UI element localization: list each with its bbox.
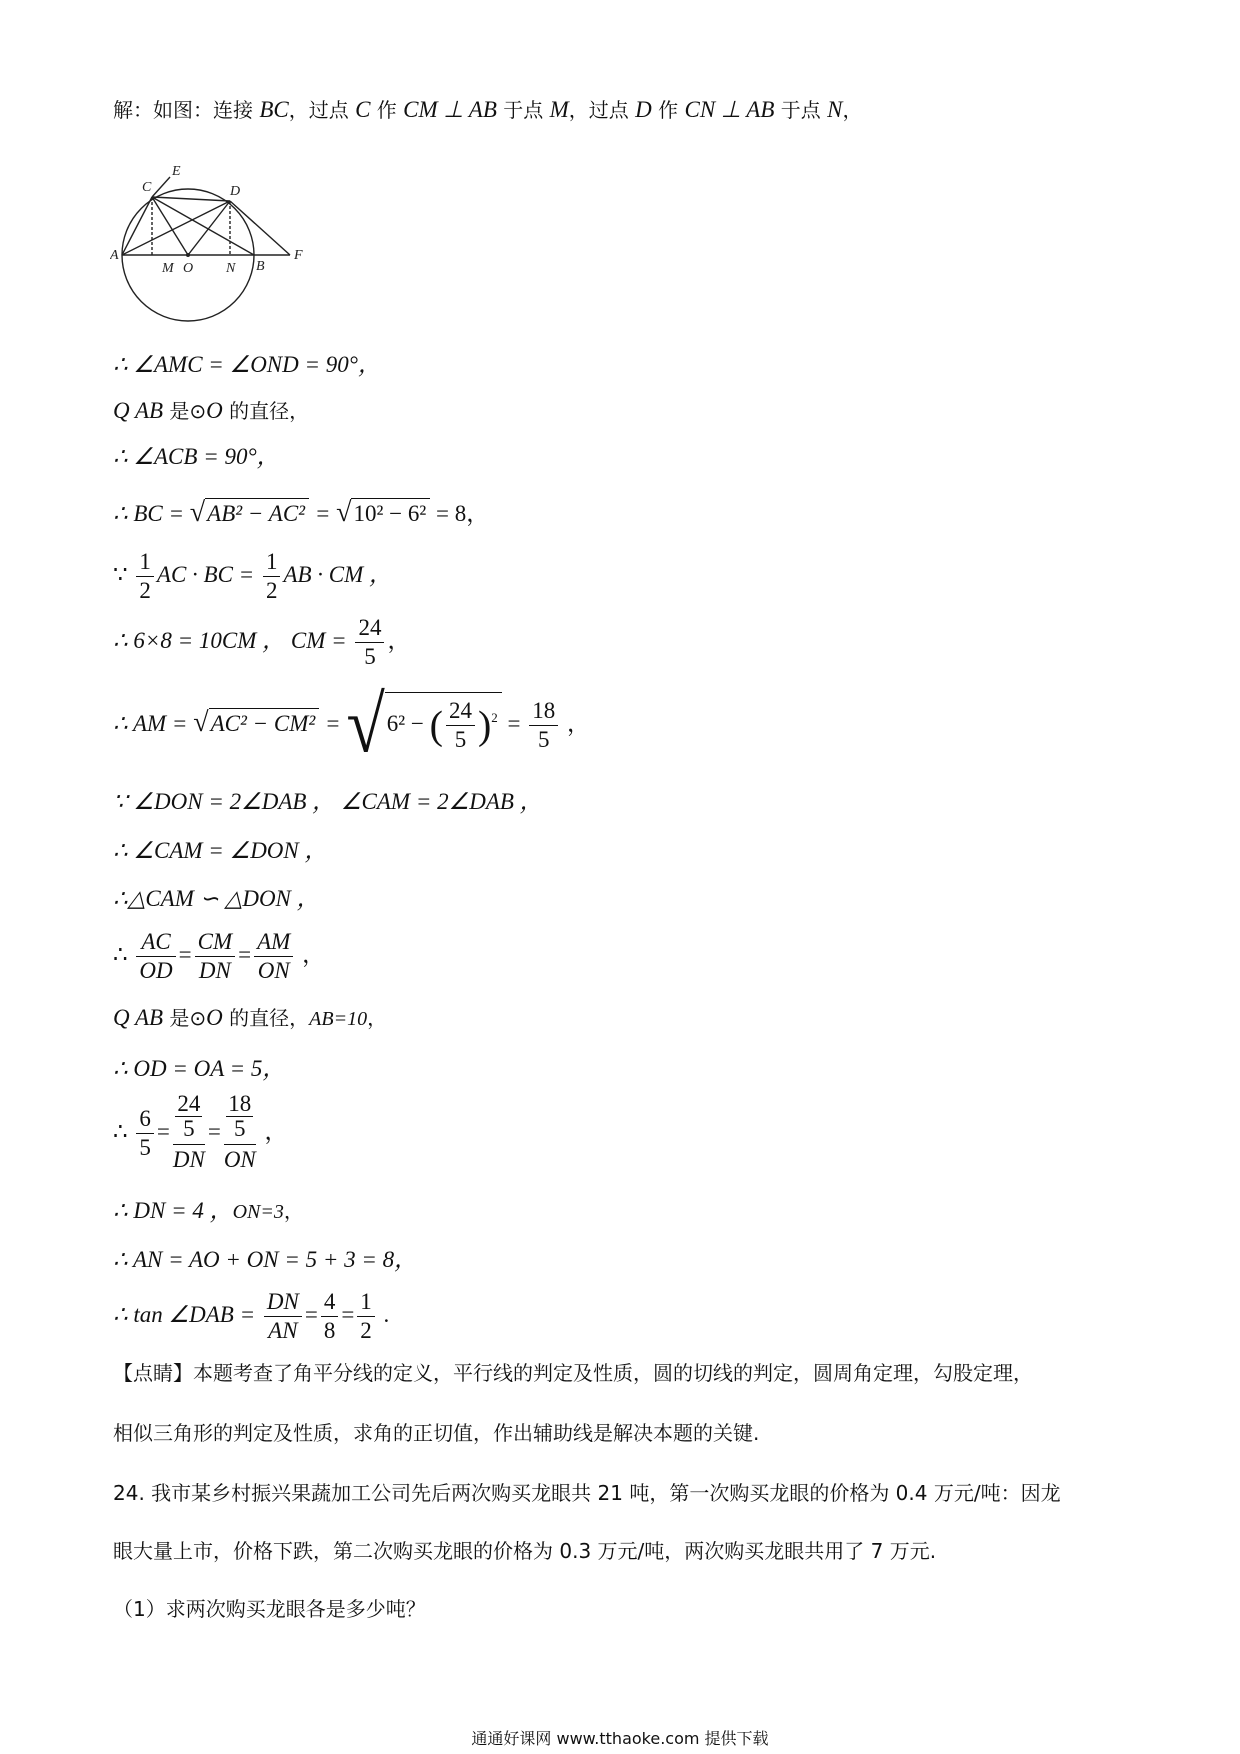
- label-o: O: [183, 261, 194, 276]
- sqrt-sign: √: [193, 706, 209, 738]
- step-13: ∴ OD = OA = 5，: [113, 1056, 286, 1081]
- math-o: O: [206, 1005, 223, 1030]
- numerator: AM: [254, 928, 293, 957]
- step-text: = 8，: [430, 501, 490, 526]
- step-text: ∴ AM =: [113, 710, 194, 736]
- step-text: AC · BC =: [156, 561, 260, 587]
- paren: ): [477, 702, 492, 748]
- denominator: 8: [323, 1318, 336, 1343]
- math-n: N: [827, 97, 843, 122]
- numerator: AC: [136, 928, 175, 957]
- numerator: 1: [136, 548, 154, 577]
- denominator: AN: [268, 1318, 298, 1343]
- numerator: 4: [321, 1288, 339, 1317]
- step-4: [113, 498, 489, 529]
- intro-text: ，: [842, 98, 863, 122]
- step-text: =: [309, 501, 337, 526]
- step-text: ∴: [113, 1118, 134, 1144]
- denominator: 2: [360, 1318, 372, 1343]
- denominator: 2: [139, 578, 151, 603]
- denominator: 5: [234, 1116, 246, 1141]
- denominator: ON: [257, 958, 290, 983]
- problem-line-1: 24. 我市某乡村振兴果蔬加工公司先后两次购买龙眼共 21 吨，第一次购买龙眼的价格为 0.4 万元/吨：因龙: [113, 1481, 1061, 1505]
- step-text: ∴: [113, 941, 134, 967]
- step-5: [113, 548, 392, 605]
- numerator: DN: [264, 1288, 302, 1317]
- denominator: 5: [183, 1116, 195, 1141]
- math-ab: Q AB: [113, 1005, 164, 1030]
- step-10: ∴△CAM ∽ △DON ，: [113, 886, 320, 911]
- math-cn-perp-ab: CN ⊥ AB: [684, 97, 775, 122]
- step-text: ∴ 6×8 = 10CM ， CM =: [113, 627, 353, 653]
- fraction: [264, 1288, 302, 1345]
- step-6: [113, 614, 410, 671]
- sqrt-sign: √: [336, 497, 352, 528]
- step-text: ∴ tan ∠DAB =: [113, 1301, 261, 1327]
- line-ad: [122, 201, 230, 255]
- fraction: [136, 548, 154, 605]
- step-17: ∴ tan ∠DAB = $\frac{DN}{AN}$ = $\frac{4}{8}$ = $\frac{1}{2}$ .: [113, 1289, 390, 1343]
- denominator: 5: [538, 727, 550, 752]
- fraction: [357, 1288, 375, 1345]
- label-b: B: [256, 259, 265, 274]
- fraction: [446, 697, 475, 754]
- label-e: E: [172, 164, 181, 179]
- step-text: =: [501, 710, 527, 736]
- fraction: [263, 548, 281, 605]
- line-cd: [152, 197, 230, 201]
- sqrt-sign: √: [346, 680, 385, 770]
- fraction: [136, 1105, 154, 1162]
- problem-question-1: （1）求两次购买龙眼各是多少吨？: [113, 1597, 426, 1621]
- step-text: ∴ DN = 4 ，: [113, 1198, 233, 1223]
- label-n: N: [226, 261, 236, 276]
- comment-line-2: 相似三角形的判定及性质，求角的正切值，作出辅助线是解决本题的关键.: [113, 1421, 760, 1445]
- denominator: 5: [364, 644, 376, 669]
- sqrt-content: AC² − CM²: [209, 708, 320, 739]
- math-c: C: [355, 97, 371, 122]
- center-dot: [186, 253, 190, 257]
- step-text: 是⊙: [163, 1006, 207, 1030]
- step-text: AB · CM ，: [283, 561, 393, 587]
- numerator: 1: [263, 548, 281, 577]
- step-text: ∵: [113, 561, 134, 587]
- line-od: [188, 201, 230, 255]
- denominator: 2: [265, 578, 278, 603]
- line-cb: [152, 197, 254, 255]
- numerator: 1: [357, 1288, 375, 1317]
- line-co: [152, 197, 188, 255]
- step-text: ，: [283, 1199, 304, 1223]
- fraction: [529, 697, 558, 754]
- intro-text: ，过点: [288, 98, 356, 122]
- fraction: [195, 928, 236, 985]
- math-m: M: [549, 97, 569, 122]
- step-9: ∴ ∠CAM = ∠DON ，: [113, 838, 328, 863]
- denominator: DN: [198, 958, 231, 983]
- step-7: [113, 680, 590, 770]
- step-11: ∴ $\frac{AC}{OD}$ = $\frac{CM}{DN}$ = $\frac{AM}{ON}$ ，: [113, 929, 326, 983]
- problem-line-2: 眼大量上市，价格下跌，第二次购买龙眼的价格为 0.3 万元/吨，两次购买龙眼共用了 7 万元.: [113, 1539, 937, 1563]
- sqrt-sign: √: [189, 497, 206, 528]
- comment-line-1: 【点睛】本题考查了角平分线的定义，平行线的判定及性质，圆的切线的判定，圆周角定理，勾股定理，: [113, 1361, 1033, 1385]
- step-text: ，: [387, 627, 411, 653]
- sqrt-content: 10² − 6²: [351, 498, 430, 529]
- step-16: ∴ AN = AO + ON = 5 + 3 = 8，: [113, 1247, 418, 1272]
- intro-line: [113, 95, 862, 125]
- label-m: M: [162, 261, 174, 276]
- math-d: D: [635, 97, 652, 122]
- numerator: 18: [228, 1091, 252, 1116]
- page-footer: 通通好课网 www.tthaoke.com 提供下载: [471, 1729, 769, 1748]
- denominator: 5: [454, 727, 467, 752]
- numerator: 24: [355, 614, 384, 643]
- sqrt-content: AB² − AC²: [205, 498, 309, 529]
- intro-text: 作: [370, 98, 404, 122]
- step-text: ∴ BC =: [113, 501, 190, 526]
- nested-fraction: [173, 1092, 205, 1175]
- step-8: ∵ ∠DON = 2∠DAB ， ∠CAM = 2∠DAB ，: [113, 789, 543, 814]
- step-text: =: [319, 710, 347, 736]
- math-bc: BC: [259, 97, 289, 122]
- step-text: ，: [561, 710, 590, 736]
- label-a: A: [110, 248, 119, 263]
- step-text: ，: [367, 1006, 388, 1030]
- step-15: [113, 1196, 304, 1227]
- intro-text: ，过点: [568, 98, 636, 122]
- math-o: O: [206, 398, 223, 423]
- intro-text: 解：如图：连接: [113, 98, 260, 122]
- denominator: ON: [223, 1147, 256, 1172]
- math-on-3: ON=3: [232, 1201, 284, 1223]
- line-ce: [152, 177, 170, 197]
- fraction: [136, 928, 175, 985]
- numerator: 18: [529, 697, 558, 726]
- numerator: 6: [136, 1105, 154, 1134]
- denominator: 5: [139, 1135, 151, 1160]
- numerator: CM: [195, 928, 236, 957]
- step-text: 的直径，: [222, 1006, 310, 1030]
- step-text: 是⊙: [163, 399, 207, 423]
- step-text: 的直径，: [222, 399, 310, 423]
- geometry-figure: [110, 155, 310, 325]
- label-c: C: [142, 180, 152, 195]
- denominator: OD: [139, 958, 173, 983]
- step-text: ，: [296, 941, 326, 967]
- label-f: F: [294, 248, 303, 263]
- math-ab-10: AB=10: [309, 1008, 368, 1030]
- denominator: DN: [172, 1147, 205, 1172]
- step-text: 6² −: [386, 710, 430, 736]
- fraction: [321, 1288, 339, 1345]
- intro-text: 作: [651, 98, 685, 122]
- numerator: 24: [177, 1091, 201, 1116]
- line-ac: [122, 197, 152, 255]
- fraction: [355, 614, 384, 671]
- step-text: ，: [258, 1118, 288, 1144]
- sqrt-content: 6² − ( $\frac{24}{5}$ )$^2$: [385, 692, 502, 754]
- numerator: 24: [446, 697, 475, 726]
- step-14: ∴ $\frac{6}{5}$ = $\frac{\frac{24}{5}}{DN}$ = $\frac{\frac{18}{5}}{ON}$ ，: [113, 1092, 288, 1175]
- intro-text: 于点: [774, 98, 828, 122]
- step-2: [113, 396, 309, 426]
- math-cm-perp-ab: CM ⊥ AB: [403, 97, 497, 122]
- step-text: .: [377, 1301, 390, 1327]
- nested-fraction: [224, 1092, 256, 1175]
- step-1: ∴ ∠AMC = ∠OND = 90°，: [113, 352, 381, 377]
- label-d: D: [230, 184, 241, 199]
- step-12: [113, 1003, 387, 1034]
- fraction: [254, 928, 293, 985]
- paren: (: [429, 702, 443, 748]
- step-3: ∴ ∠ACB = 90°，: [113, 444, 280, 469]
- intro-text: 于点: [496, 98, 550, 122]
- math-ab: Q AB: [113, 398, 164, 423]
